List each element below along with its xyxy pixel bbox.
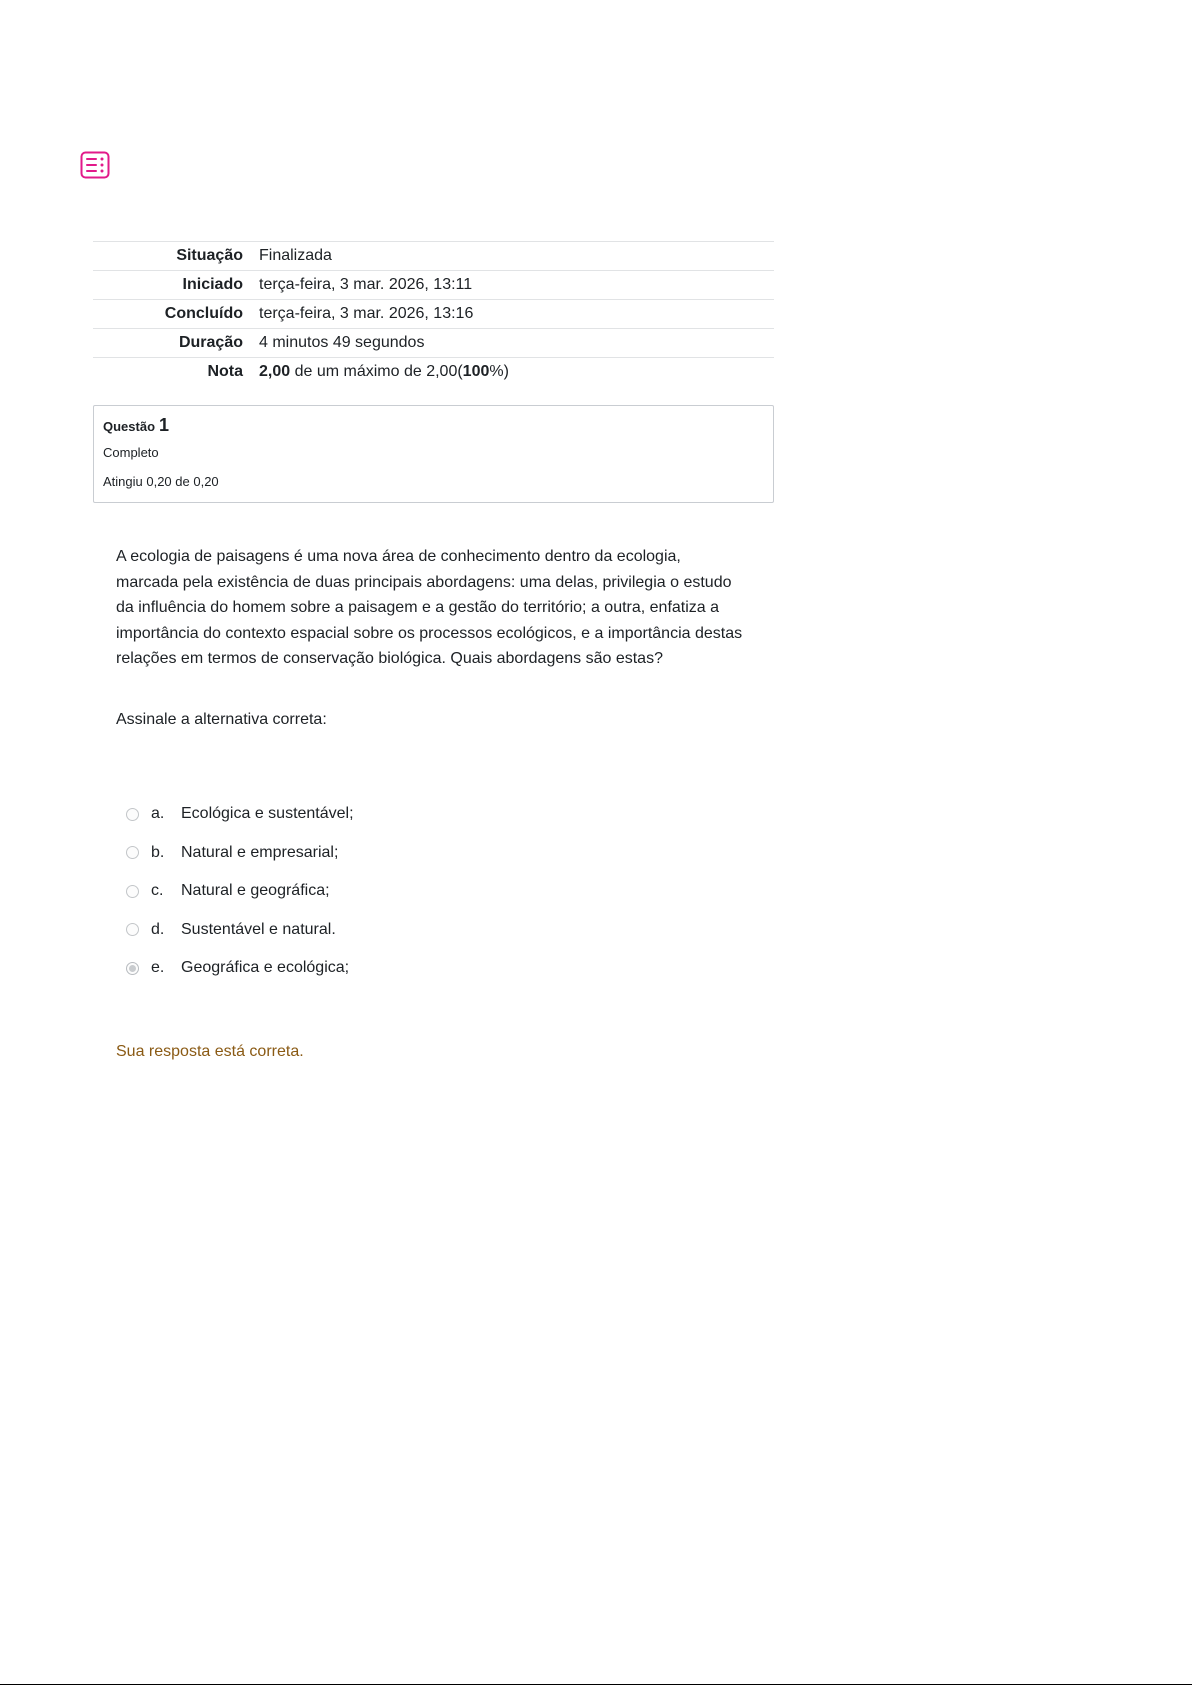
summary-value: Finalizada <box>259 247 332 264</box>
question-number: 1 <box>159 415 170 435</box>
summary-row-completed <box>93 300 774 329</box>
question-title <box>103 414 764 438</box>
radio-button[interactable] <box>126 885 139 898</box>
question-state: Completo <box>103 445 159 460</box>
grade-middle-text: de um máximo de 2,00( <box>290 363 463 380</box>
answer-letter: d. <box>151 920 165 938</box>
grade-percent: 100 <box>462 363 490 380</box>
answer-feedback: Sua resposta está correta. <box>116 1043 304 1060</box>
radio-button[interactable] <box>126 808 139 821</box>
answer-letter: b. <box>151 843 165 861</box>
grade-score: 2,00 <box>259 363 291 380</box>
answer-letter: c. <box>151 882 164 900</box>
answer-option-e[interactable] <box>116 949 716 988</box>
question-grade: Atingiu 0,20 de 0,20 <box>103 474 219 489</box>
summary-label: Iniciado <box>182 276 243 293</box>
question-text: A ecologia de paisagens é uma nova área de conhecimento dentro da ecologia, marcada pela existência de duas principais abordagens: uma delas, privilegia o estudo da influência do homem sobre a paisagem e a gestão do território; a outra, enfatiza a importância do contexto espacial sobre os processos ecológicos, e a importância destas relações em termos de conservação biológica. Quais abordagens são estas? <box>116 548 743 668</box>
quiz-list-icon <box>80 151 110 179</box>
summary-grade-value <box>259 358 774 387</box>
answer-option-d[interactable] <box>116 911 716 950</box>
answer-text: Sustentável e natural. <box>181 920 336 938</box>
answer-text: Geográfica e ecológica; <box>181 959 350 977</box>
summary-value: terça-feira, 3 mar. 2026, 13:11 <box>259 276 473 293</box>
question-info-box <box>93 405 774 503</box>
radio-button[interactable] <box>126 846 139 859</box>
summary-label: Situação <box>176 247 243 264</box>
summary-row-started <box>93 271 774 300</box>
answer-options <box>116 795 716 988</box>
answer-option-b[interactable] <box>116 834 716 873</box>
question-prompt: Assinale a alternativa correta: <box>116 711 327 728</box>
grade-suffix: %) <box>489 363 509 380</box>
summary-row-duration <box>93 329 774 358</box>
answer-text: Natural e geográfica; <box>181 882 330 900</box>
radio-button-selected[interactable] <box>126 962 139 975</box>
summary-value: 4 minutos 49 segundos <box>259 334 425 351</box>
summary-label: Concluído <box>164 305 243 322</box>
answer-letter: a. <box>151 805 165 823</box>
answer-letter: e. <box>151 959 165 977</box>
summary-row-grade <box>93 358 774 387</box>
summary-value: terça-feira, 3 mar. 2026, 13:16 <box>259 305 474 322</box>
answer-text: Ecológica e sustentável; <box>181 805 354 823</box>
attempt-summary-table <box>93 241 774 386</box>
answer-option-a[interactable] <box>116 795 716 834</box>
answer-option-c[interactable] <box>116 872 716 911</box>
summary-row-status <box>93 242 774 271</box>
radio-button[interactable] <box>126 923 139 936</box>
summary-label: Duração <box>178 334 243 351</box>
answer-text: Natural e empresarial; <box>181 843 339 861</box>
question-word: Questão <box>103 419 156 434</box>
summary-label: Nota <box>207 363 243 380</box>
